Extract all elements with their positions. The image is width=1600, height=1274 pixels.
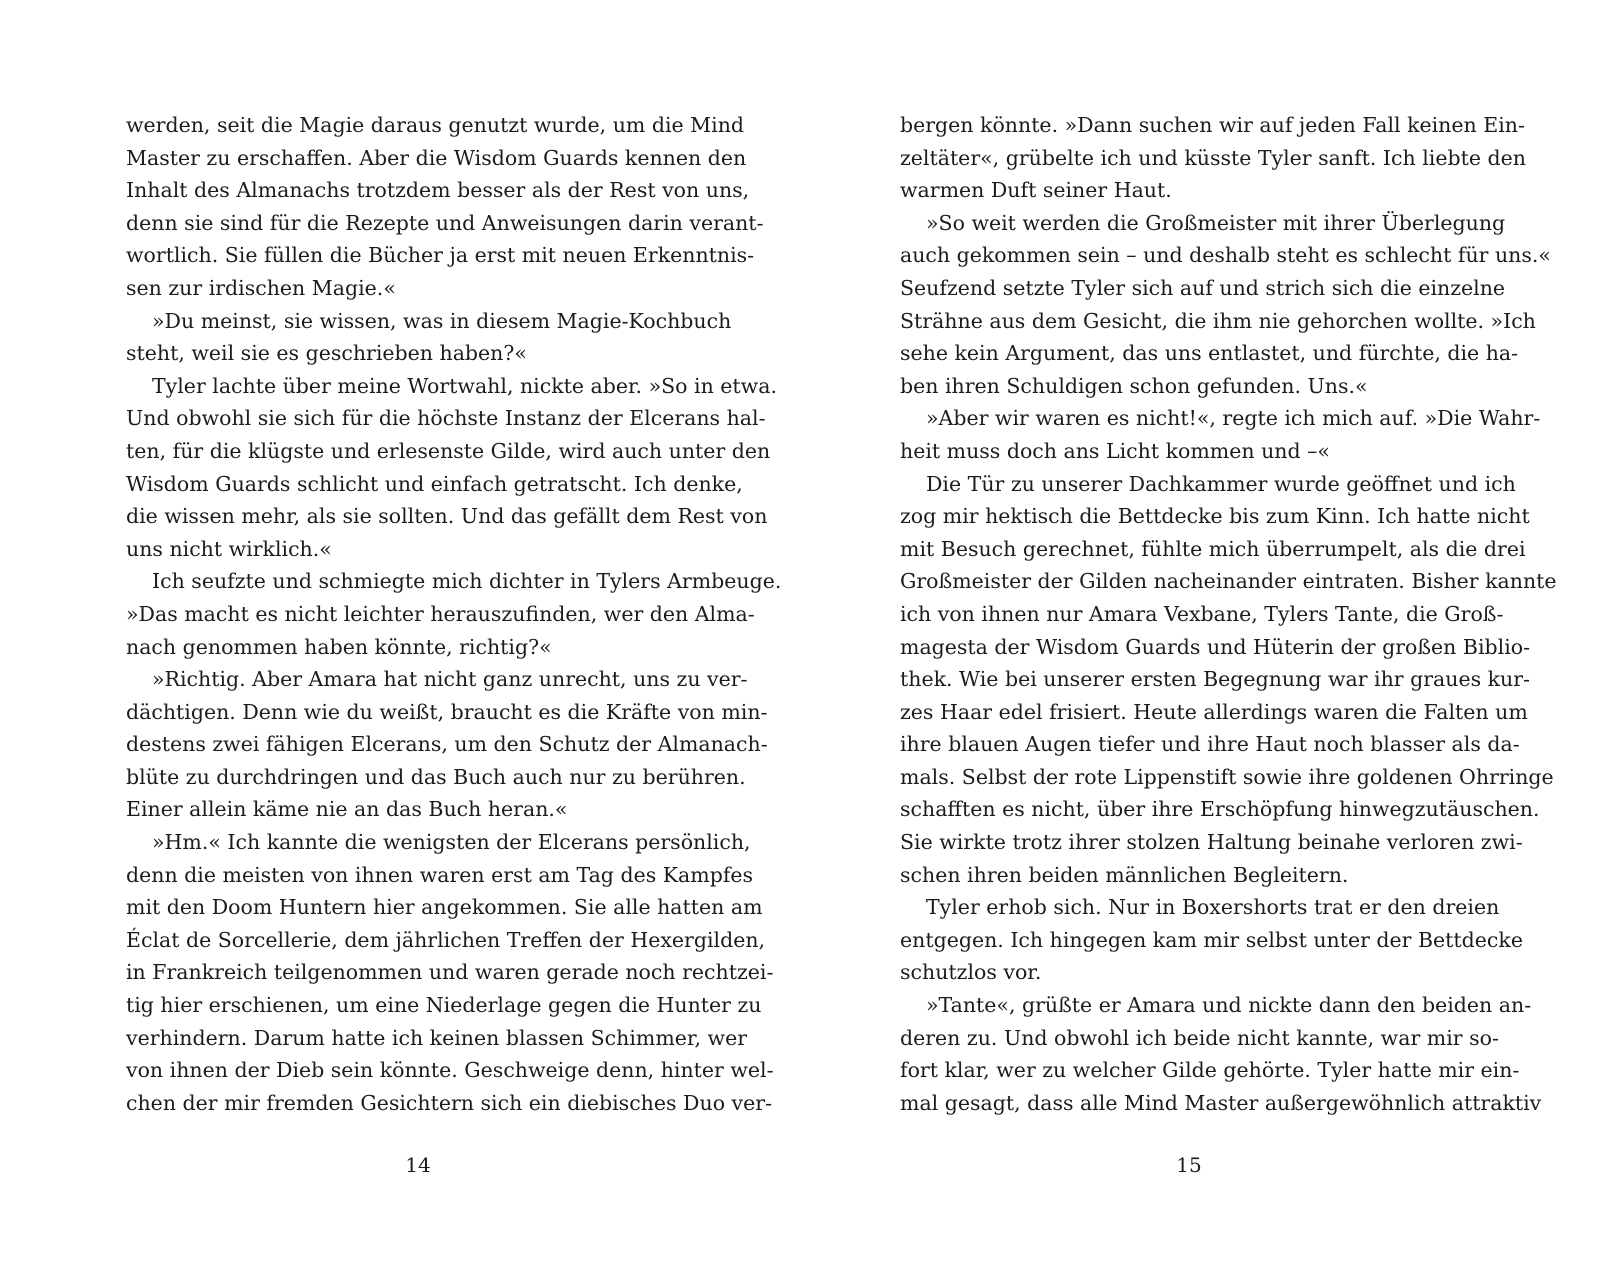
- text-line: ihre blauen Augen tiefer und ihre Haut noch blasser als da-: [900, 732, 1520, 757]
- right-page-text: [900, 109, 1557, 1119]
- text-line: »Richtig. Aber Amara hat nicht ganz unrecht, uns zu ver-: [152, 667, 748, 692]
- text-line: tig hier erschienen, um eine Niederlage gegen die Hunter zu: [126, 993, 762, 1018]
- text-line: Éclat de Sorcellerie, dem jährlichen Treffen der Hexergilden,: [126, 927, 766, 952]
- text-line: Seufzend setzte Tyler sich auf und strich sich die einzelne: [900, 275, 1506, 300]
- text-line: nach genommen haben könnte, richtig?«: [126, 634, 552, 659]
- text-line: Die Tür zu unserer Dachkammer wurde geöffnet und ich: [926, 471, 1516, 496]
- text-line: mit den Doom Huntern hier angekommen. Sie alle hatten am: [126, 895, 763, 920]
- text-line: Wisdom Guards schlicht und einfach getratscht. Ich denke,: [126, 471, 743, 496]
- text-line: Einer allein käme nie an das Buch heran.«: [126, 797, 568, 822]
- text-line: in Frankreich teilgenommen und waren gerade noch rechtzei-: [126, 960, 774, 985]
- text-line: schutzlos vor.: [900, 960, 1042, 985]
- text-line: Inhalt des Almanachs trotzdem besser als der Rest von uns,: [126, 178, 750, 203]
- text-line: warmen Duft seiner Haut.: [900, 178, 1172, 203]
- text-line: Tyler lachte über meine Wortwahl, nickte aber. »So in etwa.: [152, 373, 777, 398]
- text-line: Sie wirkte trotz ihrer stolzen Haltung beinahe verloren zwi-: [900, 830, 1523, 855]
- text-line: zes Haar edel frisiert. Heute allerdings waren die Falten um: [900, 699, 1528, 724]
- text-line: ich von ihnen nur Amara Vexbane, Tylers Tante, die Groß-: [900, 601, 1504, 626]
- text-line: verhindern. Darum hatte ich keinen blassen Schimmer, wer: [126, 1025, 747, 1050]
- text-line: »So weit werden die Großmeister mit ihrer Überlegung: [926, 210, 1506, 235]
- text-line: Ich seufzte und schmiegte mich dichter in Tylers Armbeuge.: [152, 569, 782, 594]
- text-line: sehe kein Argument, das uns entlastet, und fürchte, die ha-: [900, 341, 1519, 366]
- text-line: »Das macht es nicht leichter herauszufinden, wer den Alma-: [126, 601, 755, 626]
- text-line: »Du meinst, sie wissen, was in diesem Magie-Kochbuch: [152, 308, 732, 333]
- text-line: thek. Wie bei unserer ersten Begegnung war ihr graues kur-: [900, 667, 1530, 692]
- text-line: »Hm.« Ich kannte die wenigsten der Elcerans persönlich,: [152, 830, 751, 855]
- text-line: dächtigen. Denn wie du weißt, braucht es die Kräfte von min-: [126, 699, 768, 724]
- text-line: uns nicht wirklich.«: [126, 536, 332, 561]
- text-line: sen zur irdischen Magie.«: [126, 275, 396, 300]
- text-line: bergen könnte. »Dann suchen wir auf jeden Fall keinen Ein-: [900, 113, 1525, 137]
- page-number-right: 15: [1176, 1153, 1202, 1177]
- text-line: die wissen mehr, als sie sollten. Und das gefällt dem Rest von: [126, 504, 768, 529]
- text-line: auch gekommen sein – und deshalb steht es schlecht für uns.«: [900, 243, 1551, 268]
- text-line: »Aber wir waren es nicht!«, regte ich mich auf. »Die Wahr-: [926, 406, 1541, 431]
- text-line: »Tante«, grüßte er Amara und nickte dann den beiden an-: [926, 993, 1532, 1018]
- text-line: Master zu erschaffen. Aber die Wisdom Guards kennen den: [126, 145, 747, 170]
- text-line: heit muss doch ans Licht kommen und –«: [900, 438, 1330, 463]
- text-line: destens zwei fähigen Elcerans, um den Schutz der Almanach-: [126, 732, 768, 757]
- text-line: steht, weil sie es geschrieben haben?«: [126, 341, 527, 366]
- text-line: magesta der Wisdom Guards und Hüterin der großen Biblio-: [900, 634, 1531, 659]
- text-line: ben ihren Schuldigen schon gefunden. Uns.«: [900, 373, 1368, 398]
- text-line: zeltäter«, grübelte ich und küsste Tyler sanft. Ich liebte den: [900, 145, 1526, 170]
- text-line: Und obwohl sie sich für die höchste Instanz der Elcerans hal-: [126, 406, 766, 431]
- text-line: schafften es nicht, über ihre Erschöpfung hinwegzutäuschen.: [900, 797, 1540, 822]
- text-line: zog mir hektisch die Bettdecke bis zum Kinn. Ich hatte nicht: [900, 504, 1530, 529]
- right-page: [800, 0, 1600, 1274]
- text-line: denn sie sind für die Rezepte und Anweisungen darin verant-: [126, 210, 764, 235]
- text-line: wortlich. Sie füllen die Bücher ja erst mit neuen Erkenntnis-: [126, 243, 755, 268]
- text-line: Tyler erhob sich. Nur in Boxershorts trat er den dreien: [926, 895, 1500, 920]
- text-line: ten, für die klügste und erlesenste Gilde, wird auch unter den: [126, 438, 771, 463]
- left-page-text: [126, 109, 782, 1119]
- text-line: Strähne aus dem Gesicht, die ihm nie gehorchen wollte. »Ich: [900, 308, 1536, 333]
- page-number-left: 14: [405, 1153, 431, 1177]
- text-line: mals. Selbst der rote Lippenstift sowie ihre goldenen Ohrringe: [900, 764, 1554, 789]
- text-line: mal gesagt, dass alle Mind Master außergewöhnlich attraktiv: [900, 1090, 1542, 1115]
- text-line: Großmeister der Gilden nacheinander eintraten. Bisher kannte: [900, 569, 1557, 594]
- text-line: mit Besuch gerechnet, fühlte mich überrumpelt, als die drei: [900, 536, 1526, 561]
- text-line: werden, seit die Magie daraus genutzt wurde, um die Mind: [126, 113, 745, 137]
- text-line: deren zu. Und obwohl ich beide nicht kannte, war mir so-: [900, 1025, 1499, 1050]
- text-line: blüte zu durchdringen und das Buch auch nur zu berühren.: [126, 764, 746, 789]
- text-line: entgegen. Ich hingegen kam mir selbst unter der Bettdecke: [900, 927, 1523, 952]
- text-line: von ihnen der Dieb sein könnte. Geschweige denn, hinter wel-: [126, 1058, 774, 1083]
- text-line: denn die meisten von ihnen waren erst am Tag des Kampfes: [126, 862, 754, 887]
- text-line: chen der mir fremden Gesichtern sich ein diebisches Duo ver-: [126, 1090, 772, 1115]
- text-line: fort klar, wer zu welcher Gilde gehörte. Tyler hatte mir ein-: [900, 1058, 1520, 1083]
- text-line: schen ihren beiden männlichen Begleitern.: [900, 862, 1349, 887]
